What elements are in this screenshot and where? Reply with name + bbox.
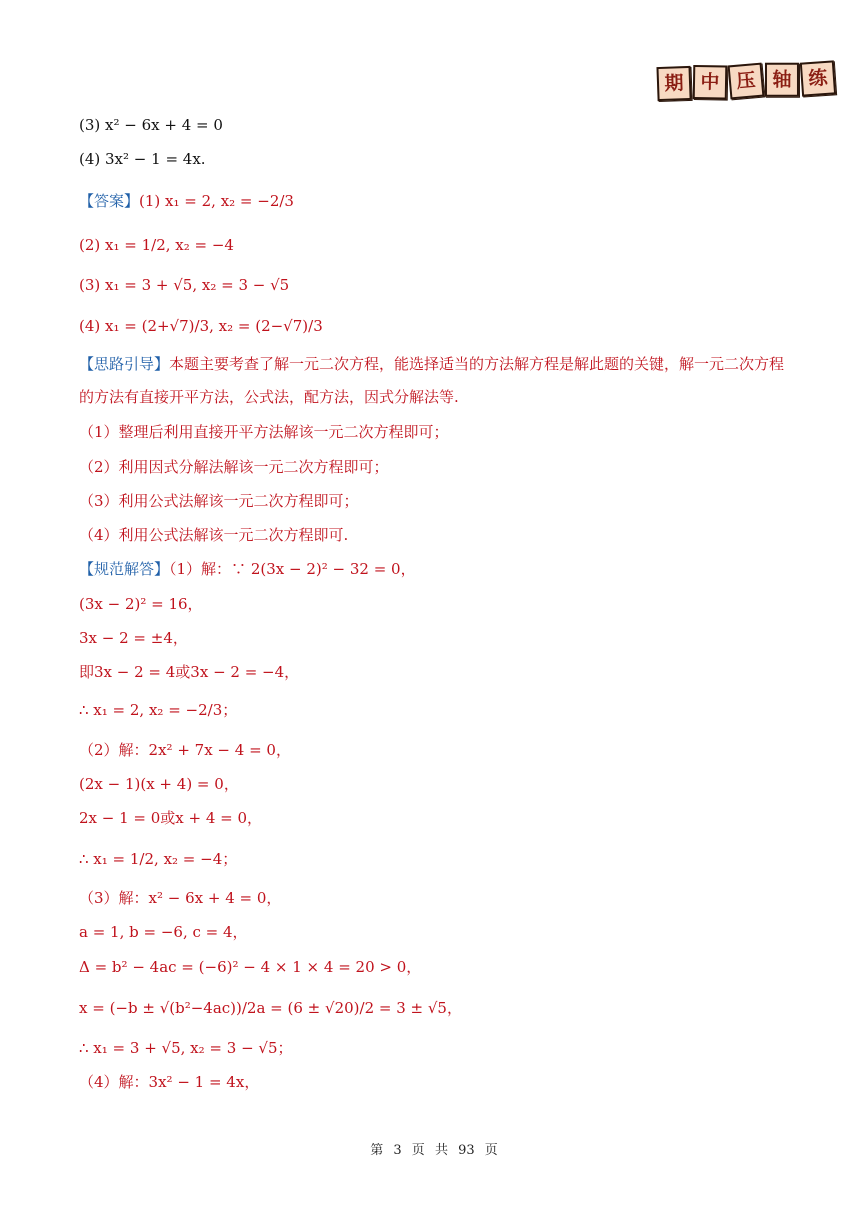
badge-char: 中 — [693, 65, 728, 100]
page-total: 93 — [458, 1143, 475, 1158]
guide-text: 本题主要考查了解一元二次方程，能选择适当的方法解方程是解此题的关键，解一元二次方程的方法有直接开平方法，公式法，配方法，因式分解法等. — [79, 355, 785, 406]
solution-line: （2）解：2x² + 7x − 4 = 0， — [79, 741, 291, 759]
solution-line: ∴ x₁ = 3 + √5, x₂ = 3 − √5； — [79, 1039, 293, 1057]
solution-text: （1）解：∵ 2(3x − 2)² − 32 = 0， — [169, 560, 416, 578]
answer-line-4: (4) x₁ = (2+√7)/3, x₂ = (2−√7)/3 — [79, 317, 323, 335]
answer-text: (1) x₁ = 2, x₂ = −2/3 — [139, 192, 294, 210]
solution-line: （4）解：3x² − 1 = 4x， — [79, 1073, 260, 1091]
badge-char: 练 — [800, 60, 836, 96]
solution-line: (2x − 1)(x + 4) = 0， — [79, 775, 239, 793]
page-footer — [0, 1139, 868, 1158]
guide-step-3: （3）利用公式法解该一元二次方程即可； — [79, 492, 359, 510]
solution-line: Δ = b² − 4ac = (−6)² − 4 × 1 × 4 = 20 > 0， — [79, 958, 422, 976]
page-number: 3 — [393, 1143, 402, 1158]
solution-line: ∴ x₁ = 1/2, x₂ = −4； — [79, 850, 238, 868]
solution-line-1 — [79, 559, 416, 579]
answer-line-3: (3) x₁ = 3 + √5, x₂ = 3 − √5 — [79, 276, 290, 294]
solution-line: （3）解：x² − 6x + 4 = 0， — [79, 889, 282, 907]
solution-line: 即3x − 2 = 4或3x − 2 = −4， — [79, 663, 300, 681]
footer-text: 页 — [484, 1143, 498, 1158]
badge-char: 压 — [728, 63, 765, 100]
answer-label: 【答案】 — [79, 192, 140, 210]
guide-step-4: （4）利用公式法解该一元二次方程即可. — [79, 526, 349, 544]
solution-line: ∴ x₁ = 2, x₂ = −2/3； — [79, 701, 238, 719]
badge-char: 轴 — [765, 63, 799, 97]
question-line-4: (4) 3x² − 1 = 4x. — [79, 150, 206, 168]
question-line-3: (3) x² − 6x + 4 = 0 — [79, 116, 223, 134]
solution-line: x = (−b ± √(b²−4ac))/2a = (6 ± √20)/2 = 3 ± √5， — [79, 999, 462, 1017]
footer-text: 页 — [411, 1143, 425, 1158]
solution-line: a = 1, b = −6, c = 4， — [79, 923, 248, 941]
guide-step-2: （2）利用因式分解法解该一元二次方程即可； — [79, 458, 389, 476]
badge-char: 期 — [656, 66, 691, 101]
guide-label: 【思路引导】 — [79, 355, 170, 373]
guide-step-1: （1）整理后利用直接开平方法解该一元二次方程即可； — [79, 423, 449, 441]
solution-line: 3x − 2 = ±4， — [79, 629, 188, 647]
guide-paragraph — [79, 348, 789, 414]
solution-label: 【规范解答】 — [79, 560, 170, 578]
header-badge — [656, 61, 835, 101]
footer-text: 第 — [370, 1143, 384, 1158]
solution-line: 2x − 1 = 0或x + 4 = 0， — [79, 809, 263, 827]
answer-line-1 — [79, 191, 294, 211]
answer-line-2: (2) x₁ = 1/2, x₂ = −4 — [79, 236, 234, 254]
solution-line: (3x − 2)² = 16， — [79, 595, 203, 613]
footer-text: 共 — [434, 1143, 448, 1158]
